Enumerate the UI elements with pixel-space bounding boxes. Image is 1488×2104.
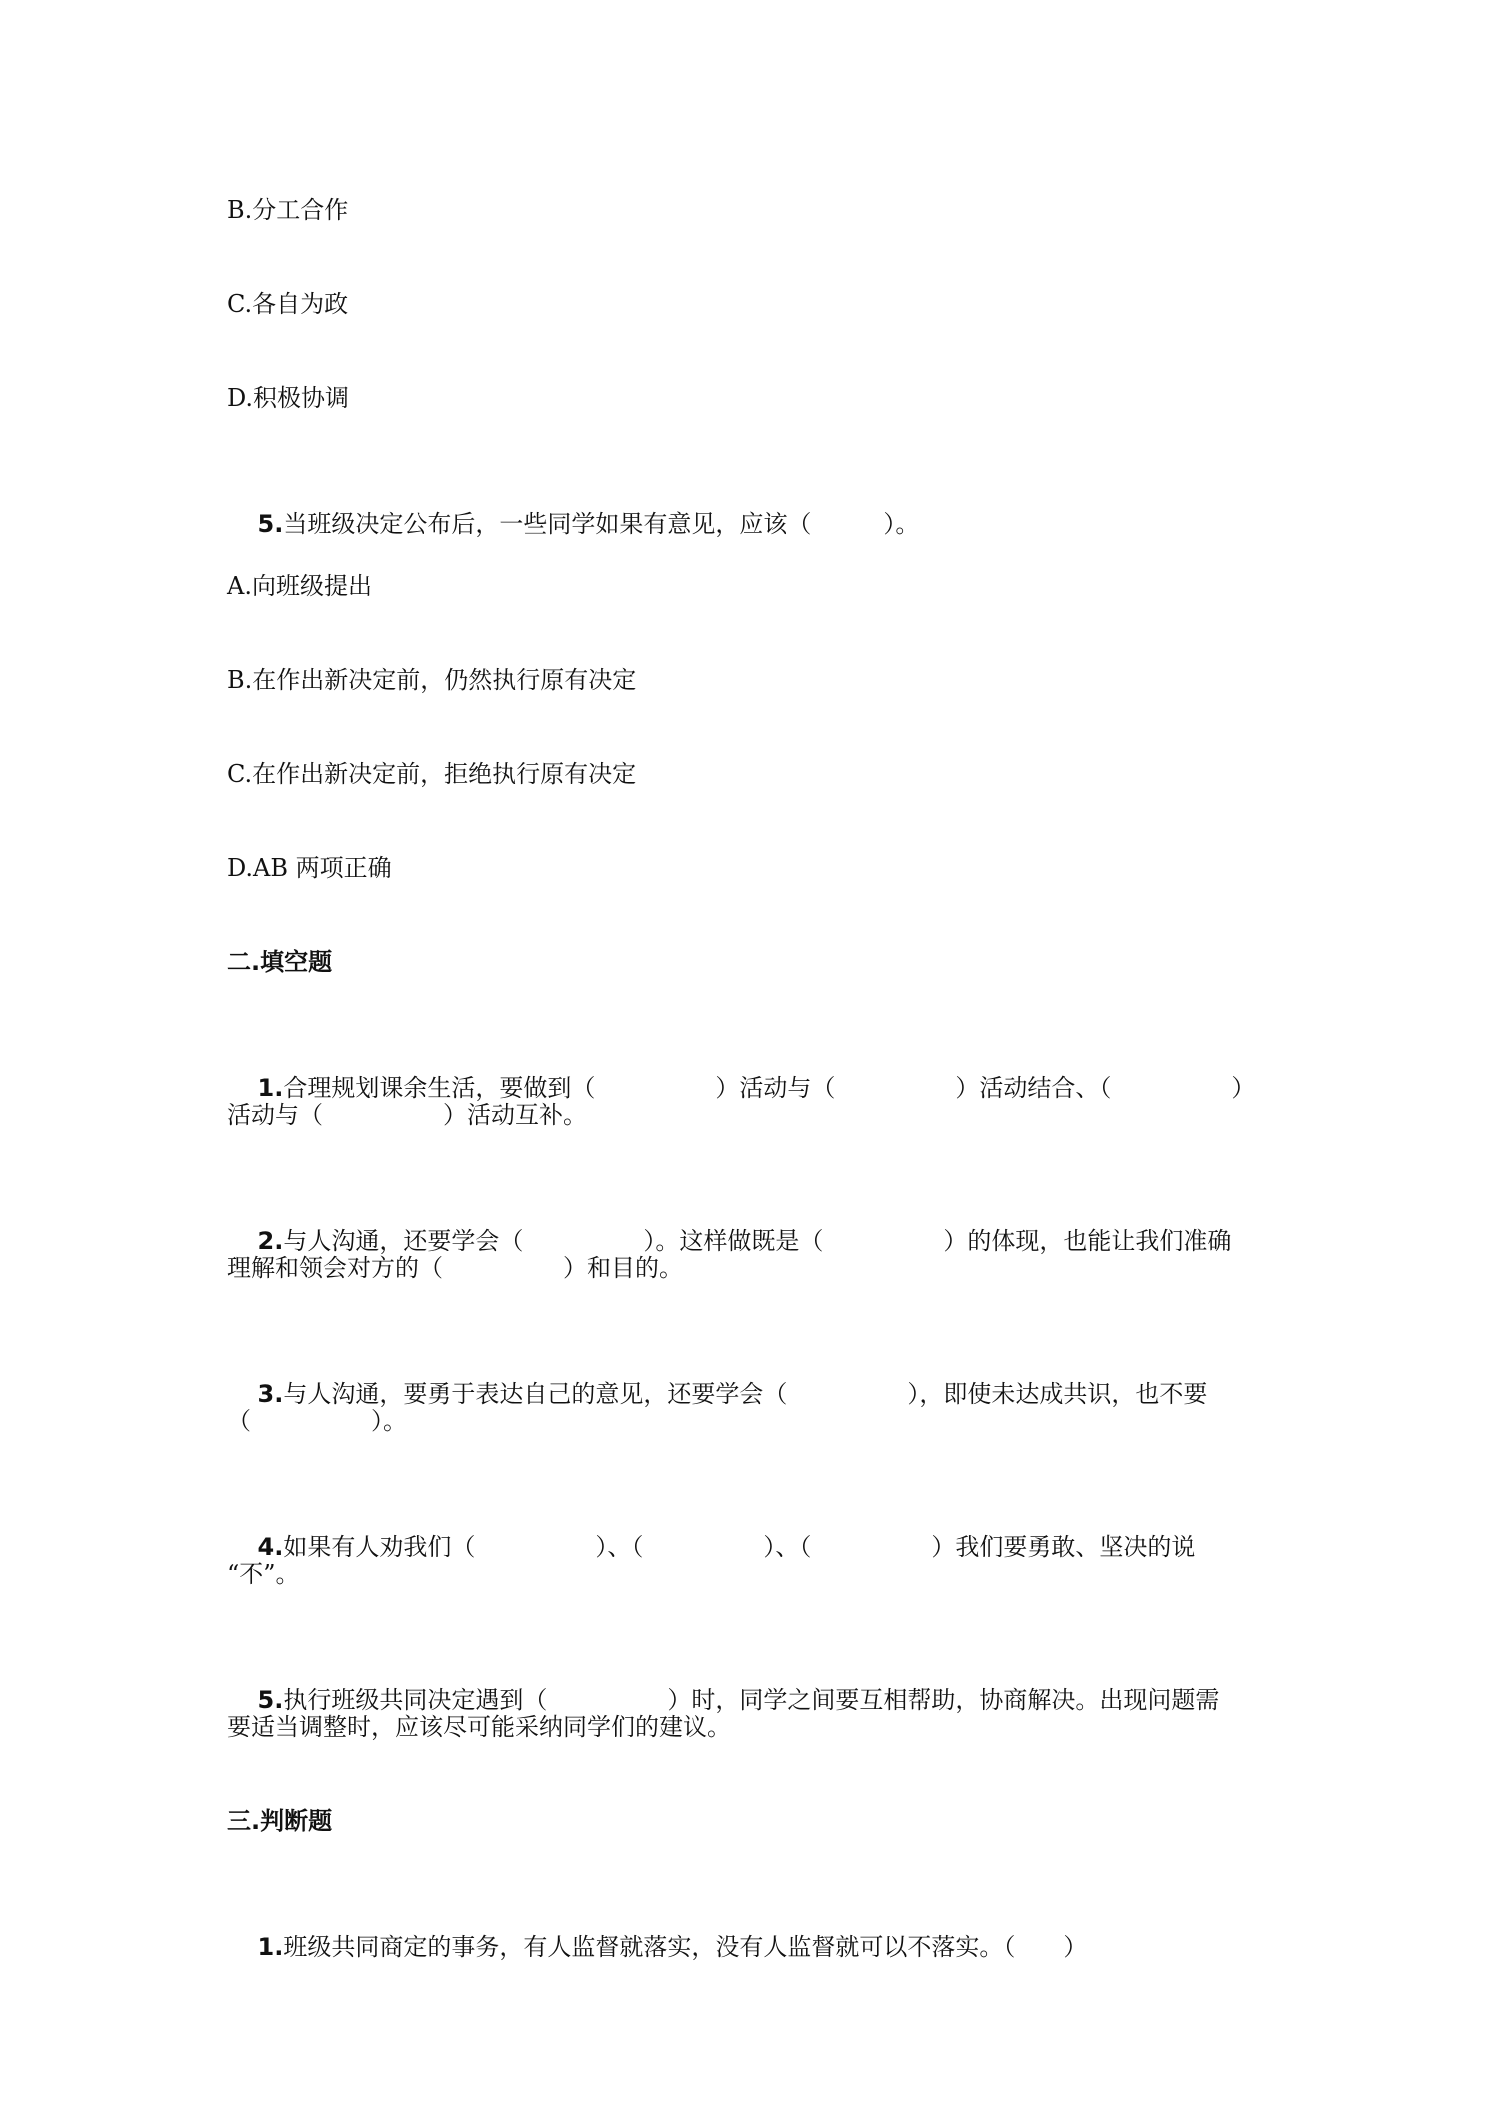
item-number: 3. xyxy=(257,1380,284,1408)
item-text: 与人沟通，还要学会（ ）。这样做既是（ ）的体现，也能让我们准确 xyxy=(283,1227,1232,1255)
fill-in-item-2-line-2: 理解和领会对方的（ ）和目的。 xyxy=(227,1254,683,1282)
item-text: 班级共同商定的事务，有人监督就落实，没有人监督就可以不落实。（ ） xyxy=(283,1933,1088,1961)
q4-option-d: D.积极协调 xyxy=(227,384,350,412)
item-text: 如果有人劝我们（ ）、（ ）、（ ）我们要勇敢、坚决的说 xyxy=(283,1533,1196,1561)
true-false-item-1 xyxy=(227,1899,1087,1995)
item-text: 合理规划课余生活，要做到（ ）活动与（ ）活动结合、（ ） xyxy=(283,1074,1256,1102)
fill-in-item-4-line-2: “不”。 xyxy=(227,1560,300,1588)
q4-option-c: C.各自为政 xyxy=(227,290,349,318)
item-number: 5. xyxy=(257,1686,284,1714)
item-text: 与人沟通，要勇于表达自己的意见，还要学会（ ），即使未达成共识，也不要 xyxy=(283,1380,1208,1408)
q5-option-d: D.AB 两项正确 xyxy=(227,854,392,882)
question-5 xyxy=(227,476,919,572)
item-number: 1. xyxy=(257,1074,284,1102)
item-number: 1. xyxy=(257,1933,284,1961)
item-text: 执行班级共同决定遇到（ ）时，同学之间要互相帮助，协商解决。出现问题需 xyxy=(283,1686,1220,1714)
section-title-true-false: 三.判断题 xyxy=(227,1807,333,1835)
q5-option-b: B.在作出新决定前，仍然执行原有决定 xyxy=(227,666,637,694)
section-title-fill-in: 二.填空题 xyxy=(227,948,333,976)
fill-in-item-4-line-1 xyxy=(227,1499,1195,1595)
fill-in-item-1-line-2: 活动与（ ）活动互补。 xyxy=(227,1101,587,1129)
q4-option-b: B.分工合作 xyxy=(227,196,349,224)
fill-in-item-5-line-2: 要适当调整时，应该尽可能采纳同学们的建议。 xyxy=(227,1713,731,1741)
q5-option-c: C.在作出新决定前，拒绝执行原有决定 xyxy=(227,760,637,788)
item-number: 4. xyxy=(257,1533,284,1561)
question-number: 5. xyxy=(257,510,284,538)
question-stem: 当班级决定公布后，一些同学如果有意见，应该（ ）。 xyxy=(283,510,920,538)
q5-option-a: A.向班级提出 xyxy=(227,572,372,600)
item-number: 2. xyxy=(257,1227,284,1255)
fill-in-item-3-line-2: （ ）。 xyxy=(227,1407,407,1435)
